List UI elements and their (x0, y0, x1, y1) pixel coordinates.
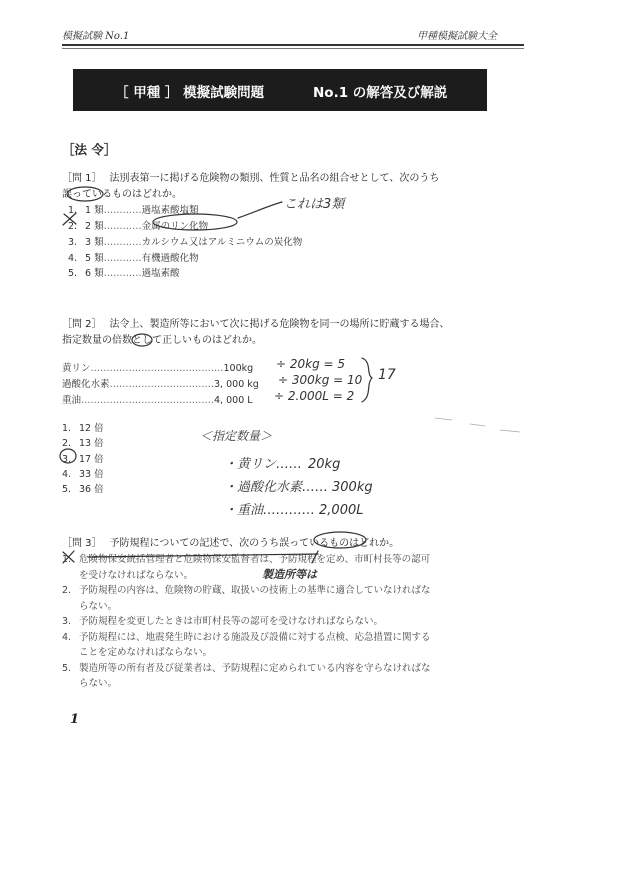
option-number: 1. (62, 554, 72, 565)
option-class: 5 類 (85, 253, 104, 264)
q1-option-circle (153, 214, 237, 230)
option-number: 5. (62, 662, 72, 674)
item-leader: …………………………………… (90, 363, 224, 374)
question-1-number: ［問 1］ (62, 173, 102, 184)
note-name: ・重油 (224, 503, 264, 518)
q2-calc-3: ÷ 2.000L = 2 (274, 389, 355, 403)
option-number: 5. (62, 484, 72, 495)
option-text: 危険物保安統括管理者と危険物保安監督者は、予防規程を定め、市町村長等の認可 (79, 554, 431, 565)
option-name: 過塩素酸 (141, 268, 180, 279)
option-text: 予防規程の内容は、危険物の貯蔵、取扱いの技術上の基準に適合していなければな (79, 585, 431, 596)
item-name: 黄リン (62, 363, 91, 374)
option-leader: ………… (103, 221, 142, 232)
option-number: 1. (62, 423, 72, 434)
stray-marks (435, 418, 520, 432)
header-right: 甲種模擬試験大全 (417, 31, 497, 42)
q3-option-1-cont: を受けなければならない。 (79, 569, 194, 581)
q3-arrow-line (312, 551, 318, 563)
option-number: 1. (68, 205, 78, 216)
q2-brace-mark (362, 358, 372, 402)
option-text: 予防規程には、地震発生時における施設及び設備に対する点検、応急措置に関する (79, 631, 431, 643)
q1-check-mark (63, 213, 76, 225)
option-value: 36 倍 (79, 484, 104, 495)
q3-check-mark (63, 551, 74, 563)
option-value: 12 倍 (79, 423, 104, 434)
item-name: 重油 (62, 395, 82, 406)
banner-title: ［ 甲種 ］ 模擬試験問題 (115, 85, 265, 101)
q3-option-4-cont: ことを定めなければならない。 (79, 647, 213, 658)
question-2-text-line2: 指定数量の倍数として正しいものはどれか。 (62, 334, 262, 346)
option-value: 13 倍 (79, 438, 104, 449)
option-name: 過塩素酸塩類 (141, 205, 199, 216)
question-3-number: ［問 3］ (62, 538, 102, 549)
option-number: 4. (62, 631, 72, 643)
q2-calc-1: ÷ 20kg = 5 (276, 357, 346, 371)
note-leader: …… (276, 457, 303, 472)
option-class: 1 類 (85, 205, 104, 216)
q2-calc-2: ÷ 300kg = 10 (278, 373, 363, 387)
option-number: 2. (68, 221, 78, 232)
option-name: 金属のリン化物 (141, 221, 209, 232)
note-name: ・過酸化水素 (224, 480, 303, 495)
q1-circle-mark (67, 187, 103, 201)
option-class: 2 類 (85, 221, 104, 232)
option-number: 4. (68, 253, 78, 264)
q3-circle-mark (314, 532, 366, 548)
question-1-text-line1: 法別表第一に掲げる危険物の類別、性質と品名の組合せとして、次のうち (109, 173, 440, 184)
option-class: 3 類 (85, 237, 104, 248)
item-quantity: 3, 000 kg (214, 379, 259, 390)
item-name: 過酸化水素 (62, 379, 110, 390)
option-name: 有機過酸化物 (141, 253, 199, 264)
q1-arrow-line (238, 202, 282, 218)
question-2-number: ［問 2］ (62, 319, 102, 330)
option-leader: ………… (103, 268, 142, 279)
option-number: 5. (68, 268, 78, 279)
section-title: ［法 令］ (62, 142, 117, 157)
note-value: 2,000L (319, 503, 364, 518)
option-number: 2. (62, 438, 72, 449)
q3-option-5-cont: らない。 (79, 678, 118, 689)
option-number: 3. (68, 237, 78, 248)
note-value: 300kg (332, 480, 373, 495)
question-1-text-line2: 誤っているものはどれか。 (62, 188, 182, 200)
banner-subtitle: No.1 の解答及び解説 (313, 85, 448, 101)
header-left: 模擬試験 No.1 (62, 31, 130, 42)
q2-option-circle (60, 449, 76, 463)
option-number: 4. (62, 469, 72, 480)
note-name: ・黄リン (224, 457, 277, 472)
page-number: 1 (70, 712, 80, 727)
option-number: 2. (62, 585, 72, 596)
note-leader: …… (302, 480, 329, 495)
option-value: 17 倍 (79, 454, 104, 465)
question-3-text: 予防規程についての記述で、次のうち誤っているものはどれか。 (109, 538, 400, 549)
option-text: 製造所等の所有者及び従業者は、予防規程に定められている内容を守らなければな (79, 662, 431, 674)
option-text: 予防規程を変更したときは市町村長等の認可を受けなければならない。 (79, 616, 384, 627)
q1-handwritten-note: これは3類 (284, 197, 345, 212)
q2-sum-note: 17 (378, 367, 396, 383)
option-leader: ………… (103, 237, 142, 248)
option-number: 3. (62, 616, 72, 627)
item-quantity: 100kg (223, 363, 254, 374)
q3-handwritten-note: 製造所等は (262, 568, 317, 581)
item-quantity: 4, 000 L (214, 395, 253, 406)
item-leader: …………………………… (109, 379, 215, 390)
item-leader: …………………………………… (81, 395, 215, 406)
q2-note-title: ＜指定数量＞ (200, 429, 273, 443)
note-value: 20kg (308, 457, 341, 472)
q3-strike-mark (88, 554, 318, 557)
option-value: 33 倍 (79, 469, 104, 480)
option-class: 6 類 (85, 268, 104, 279)
option-number: 3. (62, 454, 72, 465)
q3-option-2-cont: らない。 (79, 600, 118, 612)
note-leader: ………… (263, 503, 316, 518)
option-leader: ………… (103, 205, 142, 216)
question-2-text-line1: 法令上、製造所等において次に掲げる危険物を同一の場所に貯蔵する場合、 (109, 319, 450, 330)
option-name: カルシウム又はアルミニウムの炭化物 (141, 237, 303, 248)
option-leader: ………… (103, 253, 142, 264)
q2-circle-mark (132, 334, 152, 346)
